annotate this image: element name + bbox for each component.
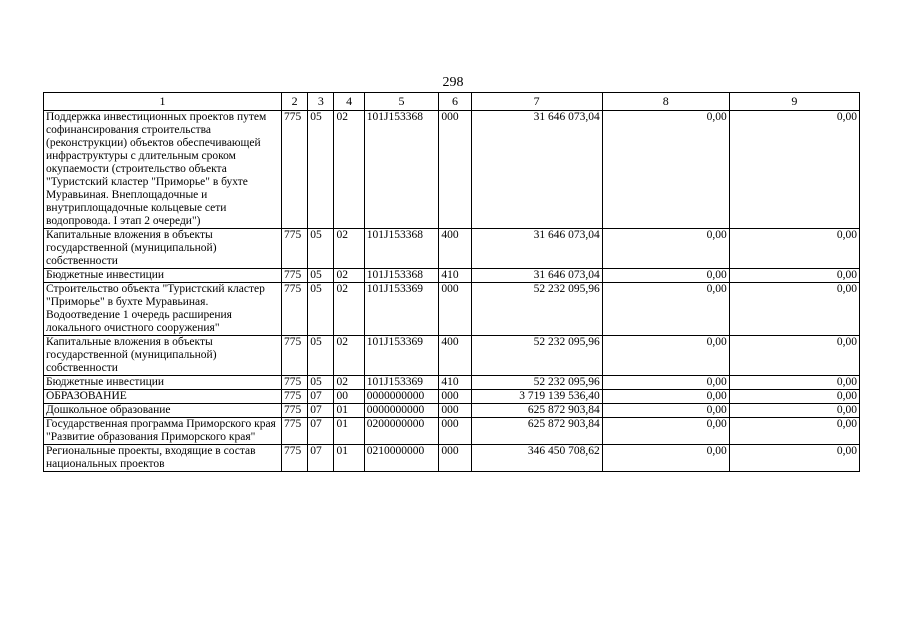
target-article-cell: 101J153368 [364, 229, 439, 269]
section-cell: 05 [308, 229, 334, 269]
admin-code-cell: 775 [282, 404, 308, 418]
amount-cell: 625 872 903,84 [471, 418, 602, 445]
amount-cell: 0,00 [729, 111, 859, 229]
table-body [44, 111, 860, 472]
budget-table [43, 92, 860, 472]
table-header-row [44, 93, 860, 111]
amount-cell: 52 232 095,96 [471, 376, 602, 390]
section-cell: 07 [308, 445, 334, 472]
table-row [44, 269, 860, 283]
row-name-cell: Региональные проекты, входящие в состав национальных проектов [44, 445, 282, 472]
table-row [44, 418, 860, 445]
admin-code-cell: 775 [282, 283, 308, 336]
table-row [44, 404, 860, 418]
column-header: 2 [282, 93, 308, 111]
amount-cell: 0,00 [602, 404, 729, 418]
target-article-cell: 0000000000 [364, 404, 439, 418]
expense-type-cell: 000 [439, 445, 471, 472]
amount-cell: 0,00 [602, 418, 729, 445]
expense-type-cell: 410 [439, 376, 471, 390]
column-header: 9 [729, 93, 859, 111]
subsection-cell: 00 [334, 390, 364, 404]
section-cell: 07 [308, 404, 334, 418]
table-row [44, 111, 860, 229]
admin-code-cell: 775 [282, 229, 308, 269]
admin-code-cell: 775 [282, 111, 308, 229]
expense-type-cell: 000 [439, 404, 471, 418]
column-header: 5 [364, 93, 439, 111]
expense-type-cell: 000 [439, 111, 471, 229]
table-row [44, 229, 860, 269]
amount-cell: 625 872 903,84 [471, 404, 602, 418]
column-header: 1 [44, 93, 282, 111]
row-name-cell: Капитальные вложения в объекты государственной (муниципальной) собственности [44, 229, 282, 269]
admin-code-cell: 775 [282, 269, 308, 283]
amount-cell: 31 646 073,04 [471, 229, 602, 269]
section-cell: 05 [308, 376, 334, 390]
row-name-cell: Государственная программа Приморского края "Развитие образования Приморского края" [44, 418, 282, 445]
amount-cell: 0,00 [729, 404, 859, 418]
admin-code-cell: 775 [282, 376, 308, 390]
section-cell: 05 [308, 111, 334, 229]
row-name-cell: Строительство объекта "Туристский кластер "Приморье" в бухте Муравьиная. Водоотведение 1 очередь расширения локального очистного сооружения" [44, 283, 282, 336]
target-article-cell: 0200000000 [364, 418, 439, 445]
column-header: 6 [439, 93, 471, 111]
target-article-cell: 0210000000 [364, 445, 439, 472]
target-article-cell: 101J153368 [364, 269, 439, 283]
admin-code-cell: 775 [282, 418, 308, 445]
expense-type-cell: 400 [439, 229, 471, 269]
amount-cell: 0,00 [602, 376, 729, 390]
section-cell: 07 [308, 390, 334, 404]
row-name-cell: Поддержка инвестиционных проектов путем софинансирования строительства (реконструкции) объектов обеспечивающей инфраструктуры с длительным сроком окупаемости (строительство объекта "Туристский кластер "Приморье" в бухте Муравьиная. Внеплощадочные и внутриплощадочные кольцевые сети водопровода. I этап 2 очереди") [44, 111, 282, 229]
subsection-cell: 01 [334, 445, 364, 472]
amount-cell: 0,00 [729, 445, 859, 472]
amount-cell: 31 646 073,04 [471, 111, 602, 229]
target-article-cell: 101J153369 [364, 336, 439, 376]
section-cell: 05 [308, 336, 334, 376]
subsection-cell: 02 [334, 269, 364, 283]
row-name-cell: ОБРАЗОВАНИЕ [44, 390, 282, 404]
section-cell: 07 [308, 418, 334, 445]
subsection-cell: 02 [334, 336, 364, 376]
amount-cell: 31 646 073,04 [471, 269, 602, 283]
column-header: 3 [308, 93, 334, 111]
subsection-cell: 02 [334, 376, 364, 390]
table-row [44, 390, 860, 404]
subsection-cell: 01 [334, 418, 364, 445]
row-name-cell: Бюджетные инвестиции [44, 376, 282, 390]
amount-cell: 0,00 [729, 336, 859, 376]
expense-type-cell: 410 [439, 269, 471, 283]
subsection-cell: 02 [334, 111, 364, 229]
expense-type-cell: 000 [439, 390, 471, 404]
amount-cell: 0,00 [602, 111, 729, 229]
expense-type-cell: 000 [439, 283, 471, 336]
admin-code-cell: 775 [282, 445, 308, 472]
table-row [44, 445, 860, 472]
amount-cell: 0,00 [602, 336, 729, 376]
amount-cell: 0,00 [602, 269, 729, 283]
section-cell: 05 [308, 283, 334, 336]
column-header: 4 [334, 93, 364, 111]
subsection-cell: 02 [334, 229, 364, 269]
target-article-cell: 0000000000 [364, 390, 439, 404]
table-row [44, 376, 860, 390]
amount-cell: 0,00 [602, 390, 729, 404]
amount-cell: 0,00 [602, 283, 729, 336]
amount-cell: 52 232 095,96 [471, 336, 602, 376]
column-header: 8 [602, 93, 729, 111]
row-name-cell: Капитальные вложения в объекты государственной (муниципальной) собственности [44, 336, 282, 376]
section-cell: 05 [308, 269, 334, 283]
admin-code-cell: 775 [282, 390, 308, 404]
expense-type-cell: 400 [439, 336, 471, 376]
column-header: 7 [471, 93, 602, 111]
amount-cell: 0,00 [729, 283, 859, 336]
amount-cell: 0,00 [602, 445, 729, 472]
page-number: 298 [442, 75, 464, 90]
row-name-cell: Дошкольное образование [44, 404, 282, 418]
amount-cell: 52 232 095,96 [471, 283, 602, 336]
target-article-cell: 101J153368 [364, 111, 439, 229]
amount-cell: 0,00 [729, 376, 859, 390]
amount-cell: 0,00 [729, 418, 859, 445]
amount-cell: 3 719 139 536,40 [471, 390, 602, 404]
subsection-cell: 01 [334, 404, 364, 418]
expense-type-cell: 000 [439, 418, 471, 445]
subsection-cell: 02 [334, 283, 364, 336]
row-name-cell: Бюджетные инвестиции [44, 269, 282, 283]
amount-cell: 0,00 [729, 269, 859, 283]
amount-cell: 0,00 [729, 390, 859, 404]
admin-code-cell: 775 [282, 336, 308, 376]
target-article-cell: 101J153369 [364, 283, 439, 336]
amount-cell: 346 450 708,62 [471, 445, 602, 472]
target-article-cell: 101J153369 [364, 376, 439, 390]
amount-cell: 0,00 [602, 229, 729, 269]
table-row [44, 336, 860, 376]
amount-cell: 0,00 [729, 229, 859, 269]
table-row [44, 283, 860, 336]
